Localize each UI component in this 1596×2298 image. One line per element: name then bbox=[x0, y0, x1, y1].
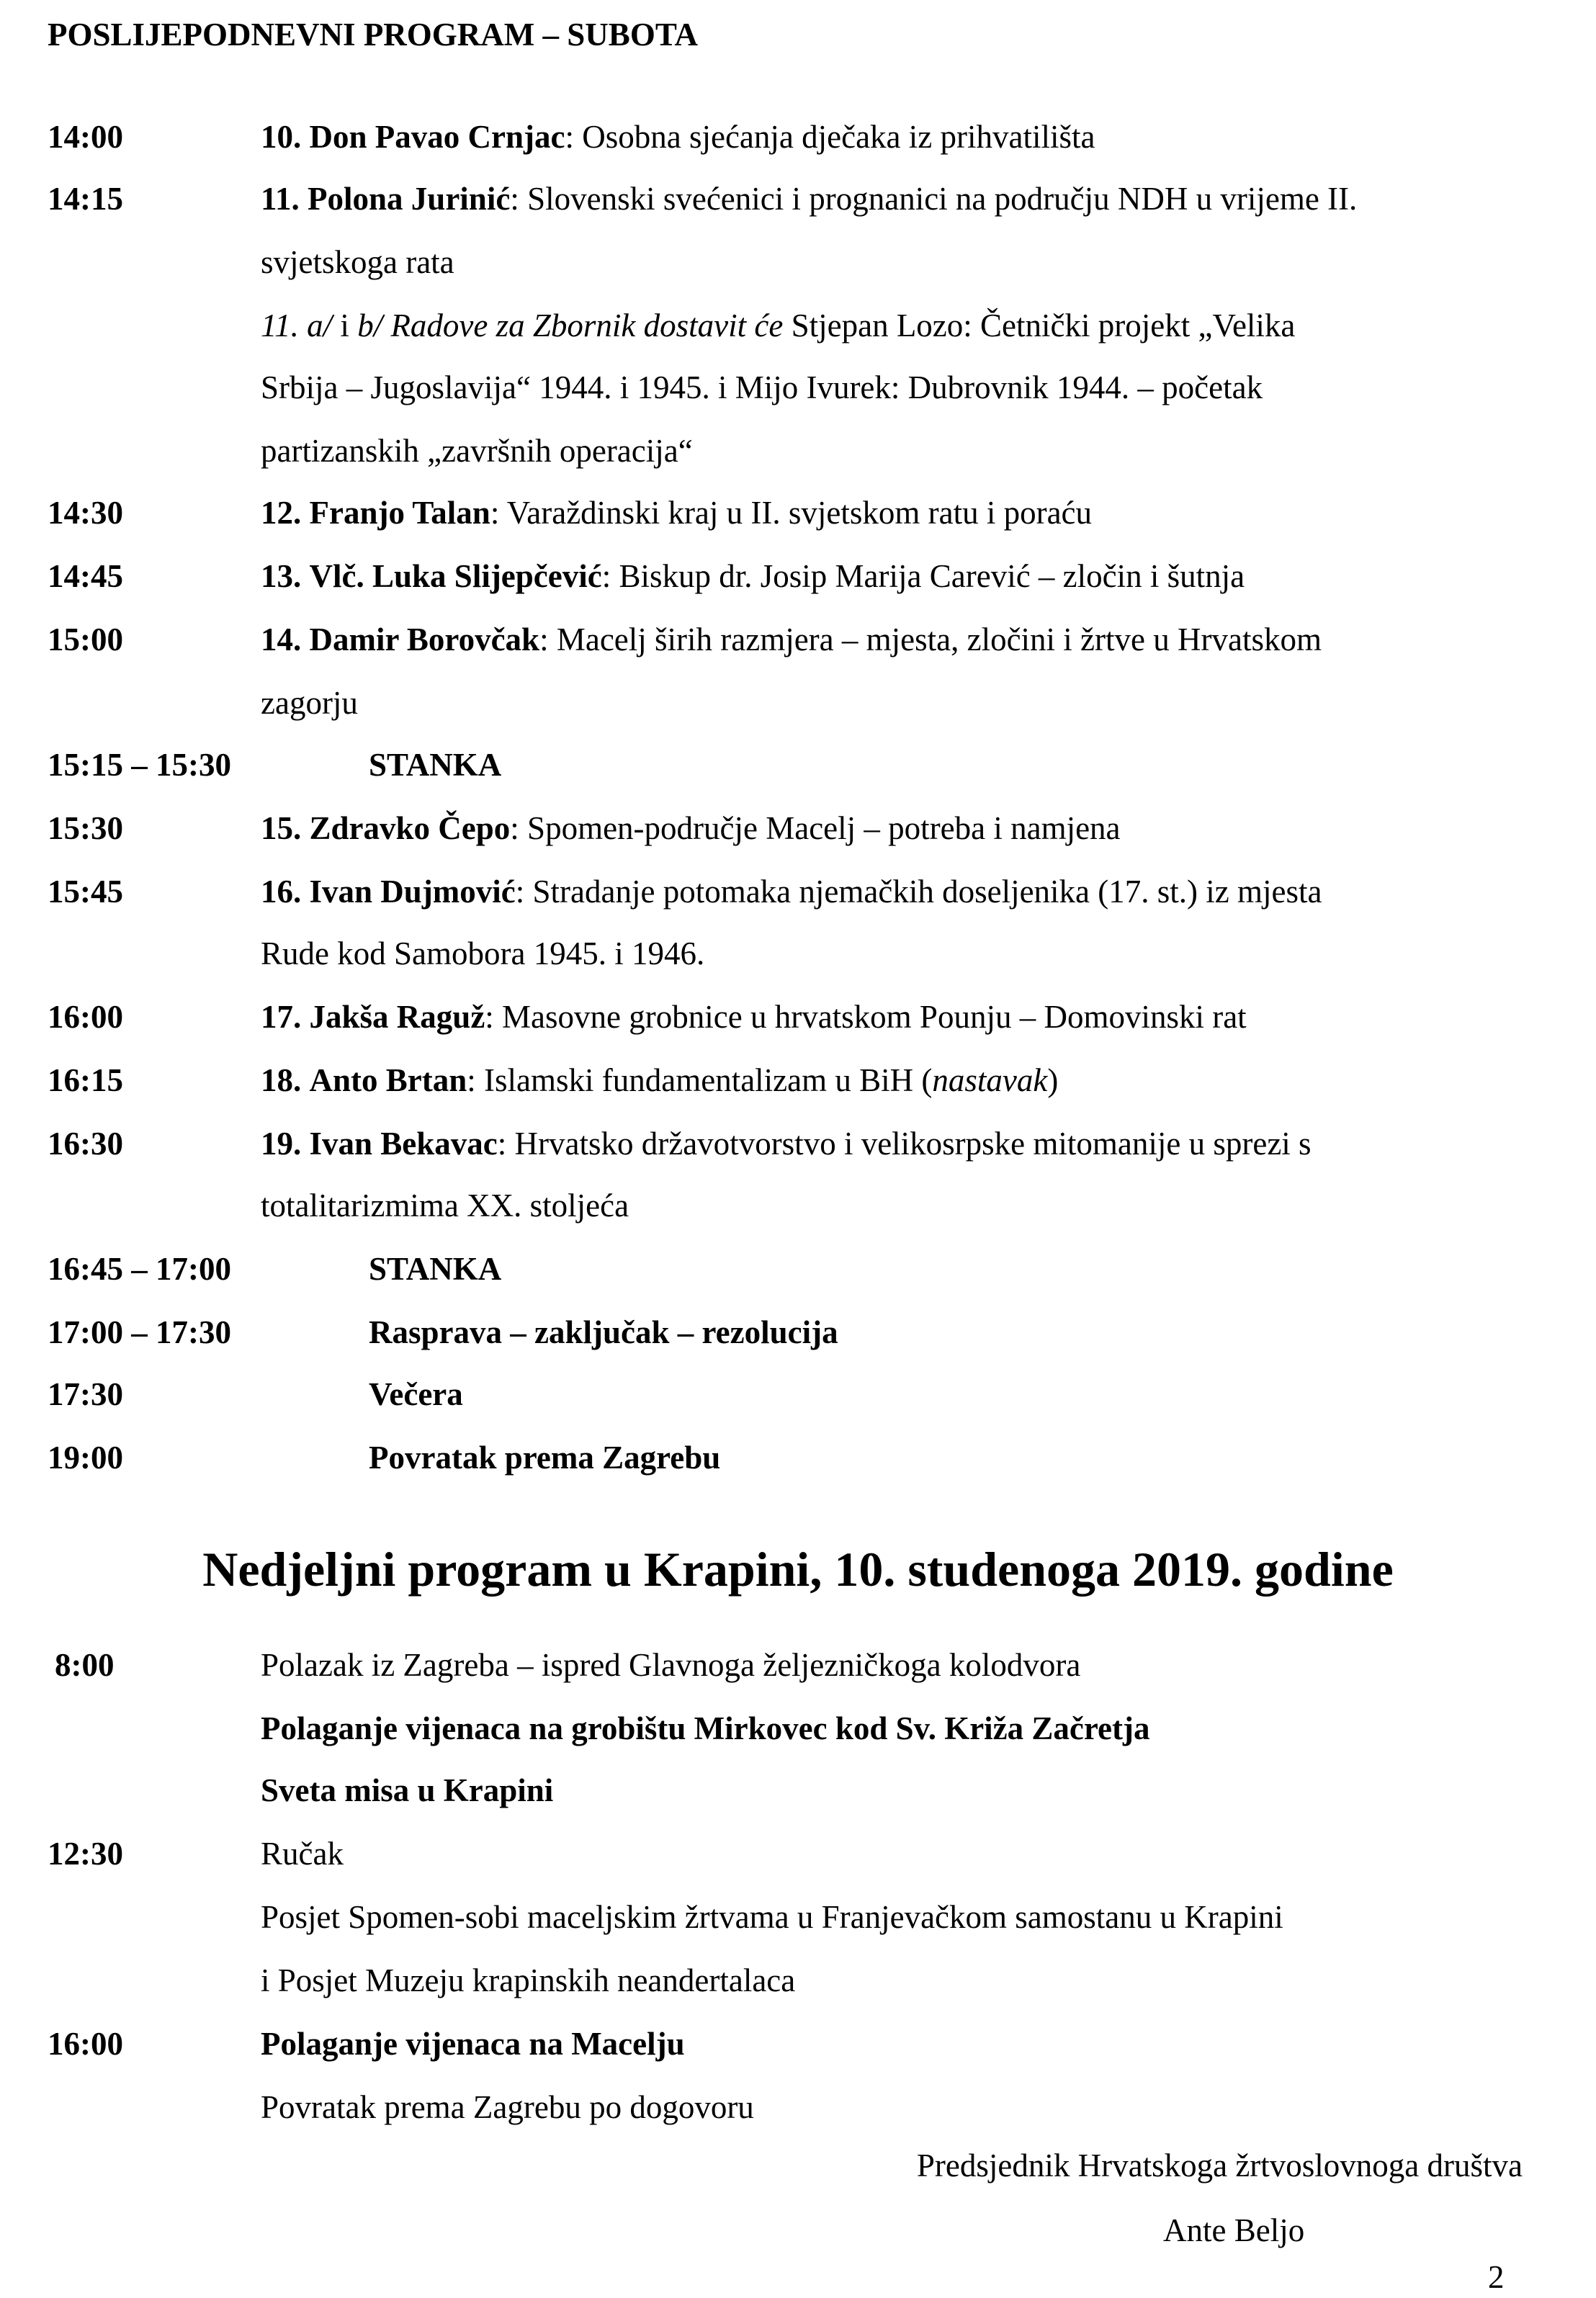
speaker-name: Ivan Bekavac bbox=[309, 1126, 498, 1162]
time-cell: 14:45 bbox=[48, 558, 123, 594]
event-text: Polazak iz Zagreba – ispred Glavnoga željezničkoga kolodvora bbox=[261, 1647, 1081, 1683]
continuation-text: Srbija – Jugoslavija“ 1944. i 1945. i Mijo Ivurek: Dubrovnik 1944. – početak bbox=[261, 369, 1263, 405]
saturday-heading: POSLIJEPODNEVNI PROGRAM – SUBOTA bbox=[48, 17, 698, 53]
program-row-1445 bbox=[0, 553, 1596, 603]
time-cell: 14:15 bbox=[48, 181, 123, 217]
sunday-row-wreath-mirkovec bbox=[0, 1705, 1596, 1756]
lecture-text: 15. Zdravko Čepo: Spomen-područje Macelj – potreba i namjena bbox=[261, 810, 1121, 846]
dinner-label: Večera bbox=[369, 1376, 463, 1412]
lecture-title: : Masovne grobnice u hrvatskom Pounju – Domovinski rat bbox=[485, 999, 1247, 1035]
sunday-row-return bbox=[0, 2084, 1596, 2135]
program-row-1500 bbox=[0, 616, 1596, 667]
program-row-1415 bbox=[0, 176, 1596, 226]
continuation-line bbox=[0, 930, 1596, 981]
lecture-text: 19. Ivan Bekavac: Hrvatsko državotvorstvo i velikosrpske mitomanije u sprezi s bbox=[261, 1126, 1312, 1162]
signature-name: Ante Beljo bbox=[1163, 2212, 1305, 2248]
time-cell: 15:15 – 15:30 bbox=[48, 747, 231, 783]
lecture-text: 16. Ivan Dujmović: Stradanje potomaka njemačkih doseljenika (17. st.) iz mjesta bbox=[261, 874, 1322, 910]
time-cell: 19:00 bbox=[48, 1440, 123, 1476]
lecture-title: : Slovenski svećenici i prognanici na području NDH u vrijeme II. bbox=[510, 181, 1358, 217]
program-row-1600 bbox=[0, 994, 1596, 1044]
continuation-text: Rude kod Samobora 1945. i 1946. bbox=[261, 935, 705, 971]
time-cell: 16:45 – 17:00 bbox=[48, 1251, 231, 1287]
return-label: Povratak prema Zagrebu bbox=[369, 1440, 721, 1476]
note-text: 11. a/ i b/ Radove za Zbornik dostavit će Stjepan Lozo: Četnički projekt „Velika bbox=[261, 308, 1296, 344]
lecture-text: 14. Damir Borovčak: Macelj širih razmjera – mjesta, zločini i žrtve u Hrvatskom bbox=[261, 621, 1322, 657]
time-cell: 8:00 bbox=[55, 1647, 115, 1683]
lecture-text: 17. Jakša Raguž: Masovne grobnice u hrvatskom Pounju – Domovinski rat bbox=[261, 999, 1247, 1035]
event-text: Polaganje vijenaca na grobištu Mirkovec kod Sv. Križa Začretja bbox=[261, 1710, 1150, 1746]
lecture-title: : Macelj širih razmjera – mjesta, zločini i žrtve u Hrvatskom bbox=[539, 621, 1322, 657]
lecture-title: : Varaždinski kraj u II. svjetskom ratu i poraću bbox=[490, 495, 1093, 531]
event-text: Posjet Spomen-sobi maceljskim žrtvama u Franjevačkom samostanu u Krapini bbox=[261, 1899, 1283, 1935]
program-row-dinner bbox=[0, 1371, 1596, 1422]
event-text: Ručak bbox=[261, 1836, 344, 1872]
time-cell: 14:00 bbox=[48, 119, 123, 155]
event-text: Polaganje vijenaca na Macelju bbox=[261, 2026, 685, 2062]
speaker-name: Franjo Talan bbox=[309, 495, 490, 531]
continuation-text: svjetskoga rata bbox=[261, 244, 454, 280]
continuation-line bbox=[0, 364, 1596, 415]
lecture-title: : Islamski fundamentalizam u BiH ( bbox=[467, 1062, 933, 1098]
speaker-name: Polona Jurinić bbox=[308, 181, 511, 217]
time-cell: 16:30 bbox=[48, 1126, 123, 1162]
lecture-title: : Hrvatsko državotvorstvo i velikosrpske mitomanije u sprezi s bbox=[497, 1126, 1312, 1162]
lecture-text: 10. Don Pavao Crnjac: Osobna sjećanja dječaka iz prihvatilišta bbox=[261, 119, 1095, 155]
sunday-row-1230 bbox=[0, 1831, 1596, 1881]
continuation-line bbox=[0, 1182, 1596, 1233]
time-cell: 15:45 bbox=[48, 874, 123, 910]
program-row-1530 bbox=[0, 805, 1596, 856]
speaker-name: Don Pavao Crnjac bbox=[309, 119, 565, 155]
program-row-1630 bbox=[0, 1121, 1596, 1171]
sunday-row-museum bbox=[0, 1957, 1596, 2008]
speaker-name: Anto Brtan bbox=[309, 1062, 467, 1098]
sunday-row-0800 bbox=[0, 1642, 1596, 1692]
page-number: 2 bbox=[1488, 2259, 1505, 2295]
continuation-line bbox=[0, 680, 1596, 730]
lecture-title: : Osobna sjećanja dječaka iz prihvatilišta bbox=[565, 119, 1095, 155]
sunday-heading: Nedjeljni program u Krapini, 10. studenoga 2019. godine bbox=[202, 1542, 1394, 1597]
lecture-title: : Spomen-područje Macelj – potreba i namjena bbox=[510, 810, 1121, 846]
program-row-discussion bbox=[0, 1309, 1596, 1360]
lecture-text: 12. Franjo Talan: Varaždinski kraj u II. svjetskom ratu i poraću bbox=[261, 495, 1093, 531]
speaker-name: Damir Borovčak bbox=[309, 621, 540, 657]
program-row-1545 bbox=[0, 869, 1596, 919]
time-cell: 16:00 bbox=[48, 2026, 123, 2062]
event-text: Povratak prema Zagrebu po dogovoru bbox=[261, 2089, 754, 2125]
time-cell: 17:30 bbox=[48, 1376, 123, 1412]
program-row-return bbox=[0, 1435, 1596, 1485]
continuation-line bbox=[0, 428, 1596, 478]
break-label: STANKA bbox=[369, 747, 502, 783]
signature-title: Predsjednik Hrvatskoga žrtvoslovnoga društva bbox=[916, 2147, 1523, 2183]
sunday-row-mass bbox=[0, 1767, 1596, 1818]
discussion-label: Rasprava – zaključak – rezolucija bbox=[369, 1314, 838, 1350]
program-row-break-2 bbox=[0, 1246, 1596, 1296]
break-label: STANKA bbox=[369, 1251, 502, 1287]
time-cell: 16:15 bbox=[48, 1062, 123, 1098]
time-cell: 16:00 bbox=[48, 999, 123, 1035]
continuation-text: totalitarizmima XX. stoljeća bbox=[261, 1188, 629, 1224]
program-row-1615 bbox=[0, 1057, 1596, 1108]
lecture-title: : Biskup dr. Josip Marija Carević – zločin i šutnja bbox=[601, 558, 1245, 594]
speaker-name: Ivan Dujmović bbox=[309, 874, 516, 910]
continuation-text: zagorju bbox=[261, 685, 358, 721]
program-row-1430 bbox=[0, 490, 1596, 540]
continuation-line bbox=[0, 239, 1596, 290]
speaker-name: Jakša Raguž bbox=[309, 999, 485, 1035]
time-cell: 15:30 bbox=[48, 810, 123, 846]
program-row-1400 bbox=[0, 114, 1596, 164]
continuation-text: partizanskih „završnih operacija“ bbox=[261, 433, 693, 469]
lecture-text: 11. Polona Jurinić: Slovenski svećenici i prognanici na području NDH u vrijeme II. bbox=[261, 181, 1358, 217]
event-text: i Posjet Muzeju krapinskih neandertalaca bbox=[261, 1962, 796, 1998]
time-cell: 15:00 bbox=[48, 621, 123, 657]
lecture-text: 18. Anto Brtan: Islamski fundamentalizam u BiH (nastavak) bbox=[261, 1062, 1059, 1098]
lecture-title: : Stradanje potomaka njemačkih doseljenika (17. st.) iz mjesta bbox=[515, 874, 1322, 910]
lecture-text: 13. Vlč. Luka Slijepčević: Biskup dr. Josip Marija Carević – zločin i šutnja bbox=[261, 558, 1245, 594]
time-cell: 17:00 – 17:30 bbox=[48, 1314, 231, 1350]
time-cell: 12:30 bbox=[48, 1836, 123, 1872]
sunday-row-visit bbox=[0, 1894, 1596, 1944]
speaker-name: Zdravko Čepo bbox=[309, 810, 511, 846]
sunday-row-1600 bbox=[0, 2021, 1596, 2071]
program-row-break-1 bbox=[0, 742, 1596, 792]
editorial-note bbox=[0, 302, 1596, 353]
time-cell: 14:30 bbox=[48, 495, 123, 531]
speaker-name: Vlč. Luka Slijepčević bbox=[309, 558, 602, 594]
event-text: Sveta misa u Krapini bbox=[261, 1772, 554, 1808]
